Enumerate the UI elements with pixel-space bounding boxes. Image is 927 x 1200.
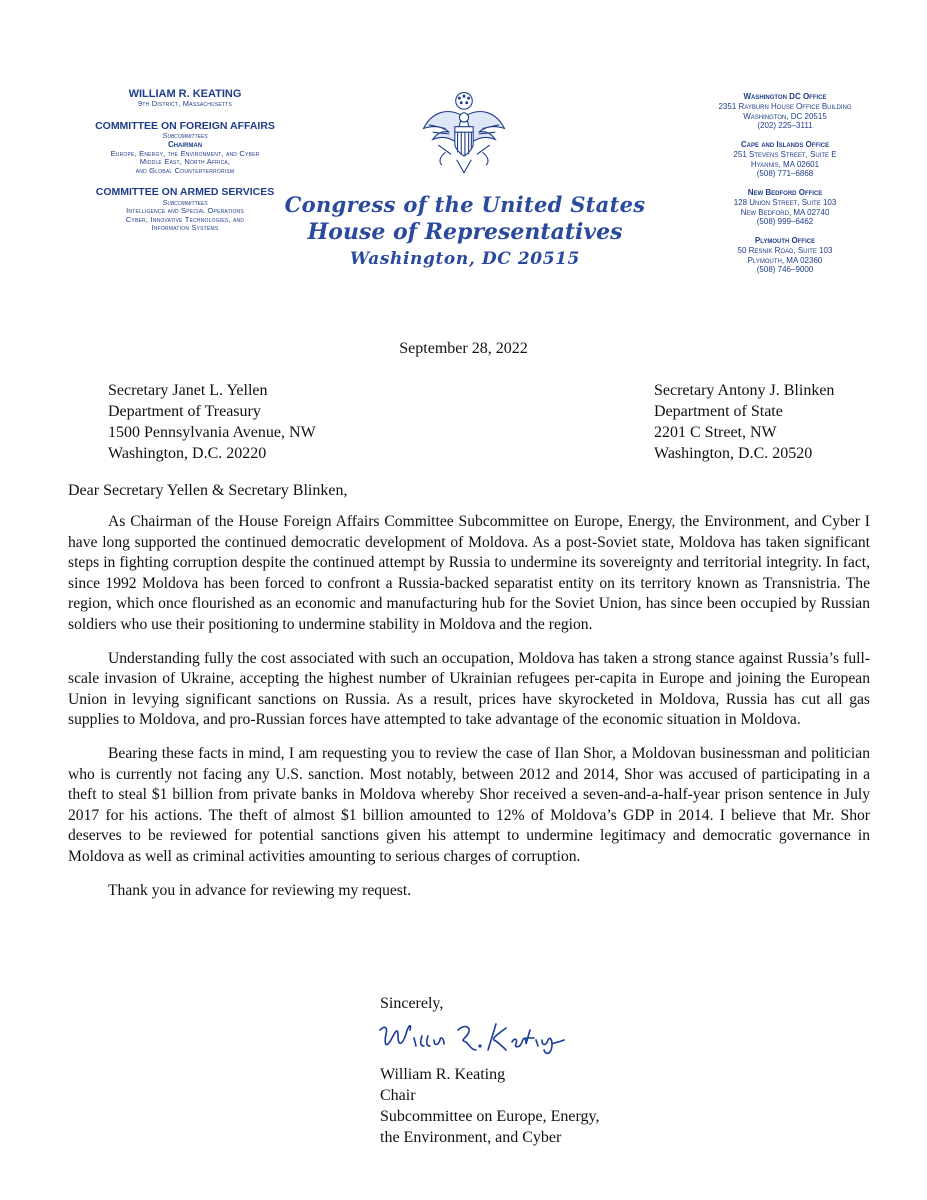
recipient-yellen — [108, 380, 316, 464]
district: 9th District, Massachusetts — [138, 99, 232, 109]
recipient-line: Department of Treasury — [108, 403, 261, 420]
signer-org-line2: the Environment, and Cyber — [380, 1129, 562, 1146]
letterhead-left — [70, 88, 300, 232]
subcommittee-mena-line1: Middle East, North Africa, — [139, 157, 231, 167]
recipient-line: 1500 Pennsylvania Avenue, NW — [108, 424, 316, 441]
recipient-line: Department of State — [654, 403, 783, 420]
office-phone: (202) 225–3111 — [757, 121, 813, 131]
recipient-line: Secretary Janet L. Yellen — [108, 382, 268, 399]
office-plymouth — [690, 236, 880, 275]
office-name: New Bedford Office — [747, 188, 823, 197]
salutation: Dear Secretary Yellen & Secretary Blinken, — [68, 482, 348, 499]
office-new-bedford — [690, 188, 880, 227]
subcommittee-cyber-line2: Information Systems — [151, 222, 219, 232]
letterhead-right — [690, 92, 880, 284]
recipient-line: 2201 C Street, NW — [654, 424, 777, 441]
recipient-line: Washington, D.C. 20220 — [108, 445, 267, 462]
office-line: 2351 Rayburn House Office Building — [718, 101, 852, 111]
subcommittee-mena-line2: and Global Counterterrorism — [135, 165, 235, 175]
letter-body — [68, 512, 870, 914]
eagle-seal-icon — [418, 88, 510, 180]
subcommittees-label: Subcommittees — [162, 131, 208, 141]
office-washington — [690, 92, 880, 131]
office-phone: (508) 746–9000 — [756, 265, 814, 275]
recipient-line: Washington, D.C. 20520 — [654, 445, 813, 462]
congress-title-block — [270, 192, 660, 269]
closing-block — [380, 993, 600, 1148]
paragraph: Thank you in advance for reviewing my request. — [108, 881, 412, 899]
office-line: 128 Union Street, Suite 103 — [733, 197, 837, 207]
paragraph: Understanding fully the cost associated with such an occupation, Moldova has taken a strong stance against Russia’s full-scale invasion of Ukraine, accepting the highest number of Ukrainian refugees per-capita in Europe and joining the European Union in levying significant sanctions on Russia. As a result, prices have skyrocketed in Moldova, Russia has cut all gas supplies to Moldova, and pro-Russian forces have attempted to take advantage of the economic situation in Moldova. — [68, 649, 870, 729]
chairman-label: Chairman — [167, 139, 203, 149]
paragraph: Bearing these facts in mind, I am requesting you to review the case of Ilan Shor, a Moldovan businessman and politician who is currently not facing any U.S. sanction. Most notably, between 2012 and 2014, Shor was accused of participating in a theft to steal $1 billion from private banks in Moldova whereby Shor received a seven-and-a-half-year prison sentence in July 2017 for his actions. The theft of almost $1 billion amounted to 12% of Moldova’s GDP in 2014. I believe that Mr. Shor deserves to be reviewed for potential sanctions given his attempt to undermine legitimacy and democratic governance in Moldova as well as criminal activities amounting to serious charges of corruption. — [68, 744, 870, 865]
recipient-blinken — [654, 380, 834, 464]
office-line: New Bedford, MA 02740 — [740, 207, 830, 217]
subcommittees-label-2: Subcommittees — [162, 197, 208, 207]
signer-title: Chair — [380, 1087, 416, 1104]
subcommittee-cyber-line1: Cyber, Innovative Technologies, and — [125, 214, 245, 224]
office-line: 50 Resnik Road, Suite 103 — [737, 245, 833, 255]
washington-line: Washington, DC 20515 — [350, 249, 580, 269]
office-name: Cape and Islands Office — [740, 140, 830, 149]
committee-foreign-affairs: COMMITTEE ON FOREIGN AFFAIRS — [95, 119, 275, 132]
office-cape-islands — [690, 140, 880, 179]
office-line: Plymouth, MA 02360 — [747, 255, 823, 265]
office-line: Washington, DC 20515 — [743, 111, 827, 121]
subcommittee-europe: Europe, Energy, the Environment, and Cyber — [110, 148, 260, 158]
subcommittee-intelligence: Intelligence and Special Operations — [126, 206, 244, 216]
office-name: Plymouth Office — [754, 236, 816, 245]
signer-name: William R. Keating — [380, 1066, 506, 1083]
house-title: House of Representatives — [307, 219, 623, 245]
committee-armed-services: COMMITTEE ON ARMED SERVICES — [95, 185, 275, 198]
member-name: WILLIAM R. KEATING — [128, 88, 242, 100]
office-line: 251 Stevens Street, Suite E — [733, 149, 837, 159]
letter-date: September 28, 2022 — [399, 340, 528, 357]
office-name: Washington DC Office — [743, 92, 827, 101]
paragraph: As Chairman of the House Foreign Affairs Committee Subcommittee on Europe, Energy, the Environment, and Cyber I have long supported the continued democratic development of Moldova. As a post-Soviet state, Moldova has taken significant steps in fighting corruption despite the continued attempt by Russia to undermine its sovereignty and territorial integrity. In fact, since 1992 Moldova has been forced to confront a Russia-backed separatist entity on its territory known as Transnistria. The region, which once flourished as an economic and manufacturing hub for the Soviet Union, has since been occupied by Russian soldiers who use their positioning to undermine stability in Moldova and the region. — [68, 513, 870, 633]
signer-org-line1: Subcommittee on Europe, Energy, — [380, 1108, 600, 1125]
valediction: Sincerely, — [380, 995, 444, 1012]
office-line: Hyannis, MA 02601 — [750, 159, 820, 169]
handwritten-signature-icon — [374, 1016, 574, 1056]
office-phone: (508) 771–6868 — [756, 169, 814, 179]
recipient-line: Secretary Antony J. Blinken — [654, 382, 835, 399]
office-phone: (508) 999–6462 — [756, 217, 814, 227]
congress-title: Congress of the United States — [284, 192, 646, 217]
